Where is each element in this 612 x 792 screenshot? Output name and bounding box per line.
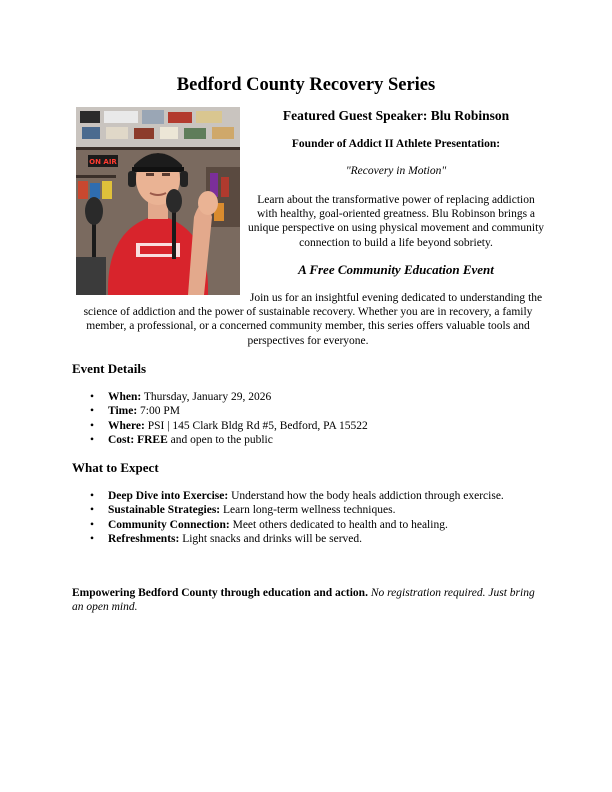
what-to-expect-list xyxy=(72,489,542,546)
speaker-heading: Featured Guest Speaker: Blu Robinson xyxy=(282,108,510,123)
list-item xyxy=(72,390,542,404)
list-item xyxy=(72,532,542,546)
page-title: Bedford County Recovery Series xyxy=(176,75,436,95)
event-details-heading: Event Details xyxy=(72,361,147,376)
presentation-title: "Recovery in Motion" xyxy=(345,165,447,177)
speaker-blurb: Learn about the transformative power of replacing addiction with healthy, goal-oriented greatness. Blu Robinson brings a unique perspective on using physical movement and community connection to build a life beyond sobriety. xyxy=(247,194,545,249)
detail-value: and open to the public xyxy=(167,433,273,446)
list-item xyxy=(72,433,542,447)
bullet: • xyxy=(90,419,95,432)
intro-paragraph xyxy=(72,291,544,348)
speaker-photo xyxy=(76,107,240,295)
expect-value: Light snacks and drinks will be served. xyxy=(179,532,363,545)
closing-paragraph xyxy=(72,586,542,614)
detail-value: 7:00 PM xyxy=(137,405,180,418)
list-item xyxy=(72,419,542,433)
intro-lead: Join us for an insightful evening dedicated to understanding xyxy=(249,292,526,304)
event-details-list xyxy=(72,390,542,447)
bullet: • xyxy=(90,433,95,446)
bullet: • xyxy=(90,405,95,418)
expect-value: Meet others dedicated to health and to healing. xyxy=(229,518,448,531)
founder-line: Founder of Addict II Athlete Presentation: xyxy=(291,138,501,150)
list-item xyxy=(72,404,542,418)
closing-italic: No registration required. Just bring an open mind. xyxy=(72,587,535,614)
on-air-sign: ON AIR xyxy=(89,158,117,166)
list-item xyxy=(72,489,542,503)
detail-value: Thursday, January 29, 2026 xyxy=(141,391,272,403)
what-to-expect-heading: What to Expect xyxy=(72,460,159,475)
intro-rest: the science of addiction and the power of sustainable recovery. Whether you are in recovery, a family member, a professional, or a concerned community member, this series offers valuable tools and perspectives for everyone. xyxy=(83,292,543,347)
free-event-heading: A Free Community Education Event xyxy=(298,262,494,277)
detail-label: Cost: FREE xyxy=(108,433,168,446)
expect-value: Understand how the body heals addiction through exercise. xyxy=(228,490,504,502)
detail-label: Time: xyxy=(108,405,138,418)
list-item xyxy=(72,518,542,532)
detail-value: PSI | 145 Clark Bldg Rd #5, Bedford, PA 15522 xyxy=(144,419,368,432)
expect-label: Refreshments: xyxy=(108,532,180,545)
detail-label: Where: xyxy=(108,419,145,432)
speaker-photo-illustration xyxy=(76,107,240,295)
expect-label: Sustainable Strategies: xyxy=(108,504,221,517)
expect-label: Deep Dive into Exercise: xyxy=(108,490,229,502)
closing-bold: Empowering Bedford County through education and action. xyxy=(72,587,368,599)
expect-value: Learn long-term wellness techniques. xyxy=(220,504,396,517)
bullet: • xyxy=(90,504,95,517)
expect-label: Community Connection: xyxy=(108,518,230,531)
list-item xyxy=(72,503,542,517)
bullet: • xyxy=(90,518,95,531)
bullet: • xyxy=(90,532,95,545)
bullet: • xyxy=(90,490,95,502)
detail-label: When: xyxy=(108,391,142,403)
bullet: • xyxy=(90,391,95,403)
